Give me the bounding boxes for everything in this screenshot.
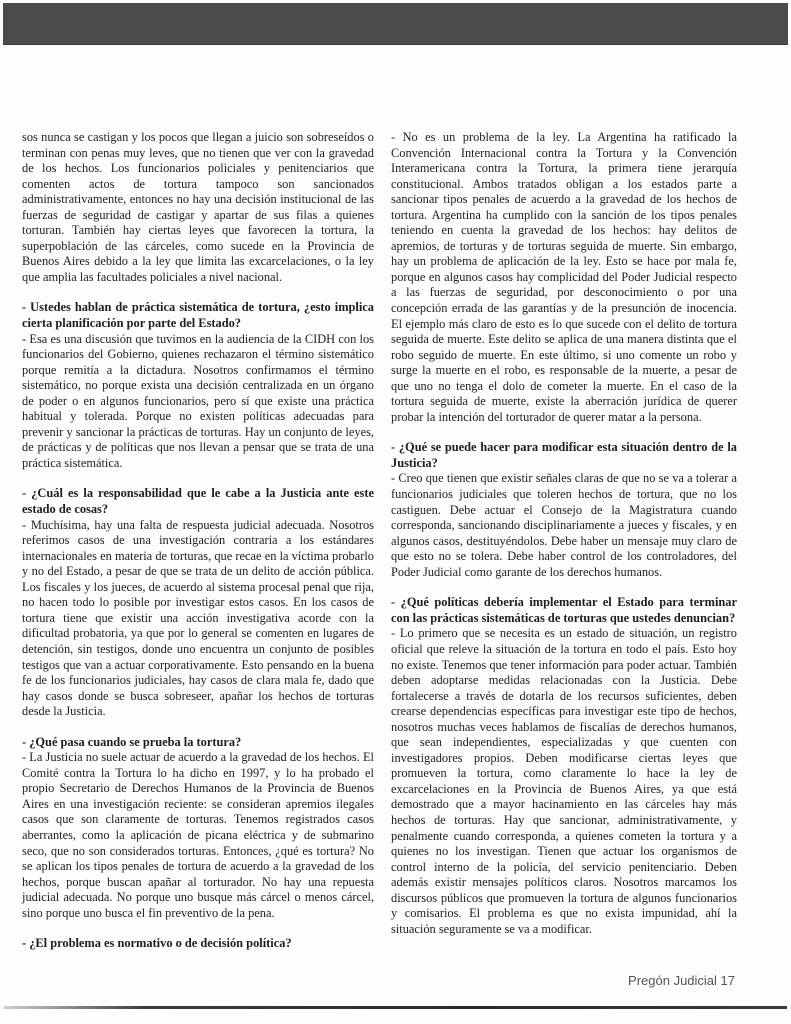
answer-text: - Creo que tienen que existir señales claras de que no se va a tolerar a funcionarios judiciales que toleren hechos de tortura, que no los castiguen. Debe actuar el Consejo de la Magistratura cuando corresponda, sancionando disciplinariamente a jueces y fiscales, y en algunos casos, destituyéndolos. Debe haber un mensaje muy claro de que esto no se tolera. Debe haber control de los controladores, del Poder Judicial como garante de los derechos humanos. xyxy=(391,471,737,579)
question-heading: - ¿Cuál es la responsabilidad que le cabe a la Justicia ante este estado de cosas? xyxy=(22,486,374,517)
bottom-rule xyxy=(4,1006,787,1009)
question-heading: - ¿El problema es normativo o de decisión política? xyxy=(22,936,292,951)
question-heading: - ¿Qué pasa cuando se prueba la tortura? xyxy=(22,734,242,749)
answer-text: - La Justicia no suele actuar de acuerdo a la gravedad de los hechos. El Comité contra la Tortura lo ha dicho en 1997, y lo ha probado el propio Secretario de Derechos Humanos de la Provincia de Buenos Aires en una investigación reciente: se consideran apremios ilegales casos que son claramente de torturas. Tenemos registrados casos aberrantes, como la aplicación de picana eléctrica y de submarino seco, que no son considerados torturas. Entonces, ¿qué es tortura? No se aplican los tipos penales de tortura de acuerdo a la gravedad de los hechos, porque buscan apañar al torturador. No hay una repuesta judicial adecuada. No porque uno busque más cárcel o menos cárcel, sino porque uno busca el fin preventivo de la pena. xyxy=(22,750,374,920)
page-footer: Pregón Judicial 17 xyxy=(628,973,735,988)
answer-text: - No es un problema de la ley. La Argentina ha ratificado la Convención Internacional contra la Tortura y la Convención Interamericana contra la Tortura, la primera tiene jerarquía constitucional. Ambos tratados obligan a los estados parte a sancionar tipos penales de acuerdo a la gravedad de los hechos de tortura. Argentina ha cumplido con la sanción de los tipos penales teniendo en cuenta la gravedad de los hechos: hay delitos de apremios, de torturas y de torturas seguida de muerte. Sin embargo, hay un problema de aplicación de la ley. Esto se hace por mala fe, porque en algunos casos hay complicidad del Poder Judicial respecto a las fuerzas de seguridad, por desconocimiento o por una concepción errada de las garantías y de la presunción de inocencia. El ejemplo más claro de esto es lo que sucede con el delito de tortura seguida de muerte. Este delito se aplica de una manera distinta que el robo seguido de muerte. En este último, si uno comente un robo y surge la muerte en el robo, es responsable de la muerte, a pesar de que uno no tenga el dolo de cometer la muerte. En el caso de la tortura seguida de muerte, existe la aberración jurídica de querer probar la intención del torturador de querer matar a la persona. xyxy=(391,130,737,424)
question-heading: - ¿Qué se puede hacer para modificar esta situación dentro de la Justicia? xyxy=(391,440,737,470)
right-column xyxy=(391,130,737,952)
answer-text: - Lo primero que se necesita es un estado de situación, un registro oficial que releve la situación de la tortura en todo el país. Esto hoy no existe. Tenemos que tener información para poder actuar. También deben adoptarse medidas relacionadas con la Justicia. Debe fortalecerse a través de dotarla de los recursos suficientes, deben crearse dependencias específicas para investigar este tipo de hechos, nosotros muchas veces hablamos de fiscalías de derechos humanos, que sean independientes, especializadas y que cuenten con investigadores propios. Deben modificarse ciertas leyes que promueven la tortura, como claramente lo hace la ley de excarcelaciones en la Provincia de Buenos Aires, ya que está demostrado que a mayor hacinamiento en las cárceles hay más hechos de torturas. Hay que sancionar, administrativamente, y penalmente cuando corresponda, a quienes cometen la tortura y a quienes no los investigan. Tienen que actuar los organismos de control interno de la policía, del servicio penitenciario. Deben además existir mensajes políticos claros. Nosotros marcamos los discursos públicos que promueven la tortura de algunos funcionarios y comisarios. El problema es que no exista impunidad, ahí la situación seguramente se va a modificar. xyxy=(391,626,737,936)
qa-block xyxy=(391,595,737,937)
qa-block xyxy=(22,300,374,471)
header-band xyxy=(3,3,788,45)
qa-block xyxy=(22,936,374,952)
question-heading: - Ustedes hablan de práctica sistemática de tortura, ¿esto implica cierta planificación por parte del Estado? xyxy=(22,300,374,331)
qa-block xyxy=(391,440,737,580)
answer-text: - Esa es una discusión que tuvimos en la audiencia de la CIDH con los funcionarios del Gobierno, quienes rechazaron el término sistemático porque remitía a la dictadura. Nosotros confirmamos el término sistemático, no porque exista una decisión centralizada en un órgano de poder o en algunos funcionarios, pero sí que existe una práctica habitual y tolerada. Porque no existen políticas adecuadas para prevenir y sancionar la prácticas de torturas. Hay un conjunto de leyes, de prácticas y de políticas que nos llevan a pensar que se trata de una práctica sistemática. xyxy=(22,331,374,470)
qa-block xyxy=(22,486,374,719)
question-heading: - ¿Qué políticas debería implementar el Estado para terminar con las prácticas sistemáticas de torturas que ustedes denuncian? xyxy=(391,595,737,625)
continued-paragraph xyxy=(22,130,374,285)
answer-text: sos nunca se castigan y los pocos que llegan a juicio son sobreseídos o terminan con penas muy leves, que no tienen que ver con la gravedad de los hechos. Los funcionarios policiales y penitenciarios que comenten actos de tortura tampoco son sancionados administrativamente, entonces no hay una decisión institucional de las fuerzas de seguridad de castigar y apartar de sus filas a quienes torturan. También hay ciertas leyes que favorecen la tortura, la superpoblación de las cárceles, como sucede en la Provincia de Buenos Aires debido a la ley que limita las excarcelaciones, o la ley que amplia las facultades policiales a nivel nacional. xyxy=(22,130,374,284)
answer-text: - Muchísima, hay una falta de respuesta judicial adecuada. Nosotros referimos casos de una investigación contraria a los estándares internacionales en materia de torturas, que recae en la víctima probarlo y no del Estado, a pesar de que se trata de un delito de acción pública. Los fiscales y los jueces, de acuerdo al sistema procesal penal que rija, no hacen todo lo posible por investigar estos casos. En los casos de tortura tiene que existir una acción investigativa acorde con la dificultad probatoria, ya que por lo general se comenten en lugares de detención, sin testigos, donde uno encuentra un conjunto de posibles testigos que van a actuar corporativamente. Esto pensando en la buena fe de los funcionarios judiciales, hay casos de clara mala fe, dado que hay casos donde se busca sobreseer, apañar los hechos de torturas desde la Justicia. xyxy=(22,517,374,719)
left-column xyxy=(22,130,374,967)
qa-block xyxy=(391,130,737,425)
qa-block xyxy=(22,735,374,922)
